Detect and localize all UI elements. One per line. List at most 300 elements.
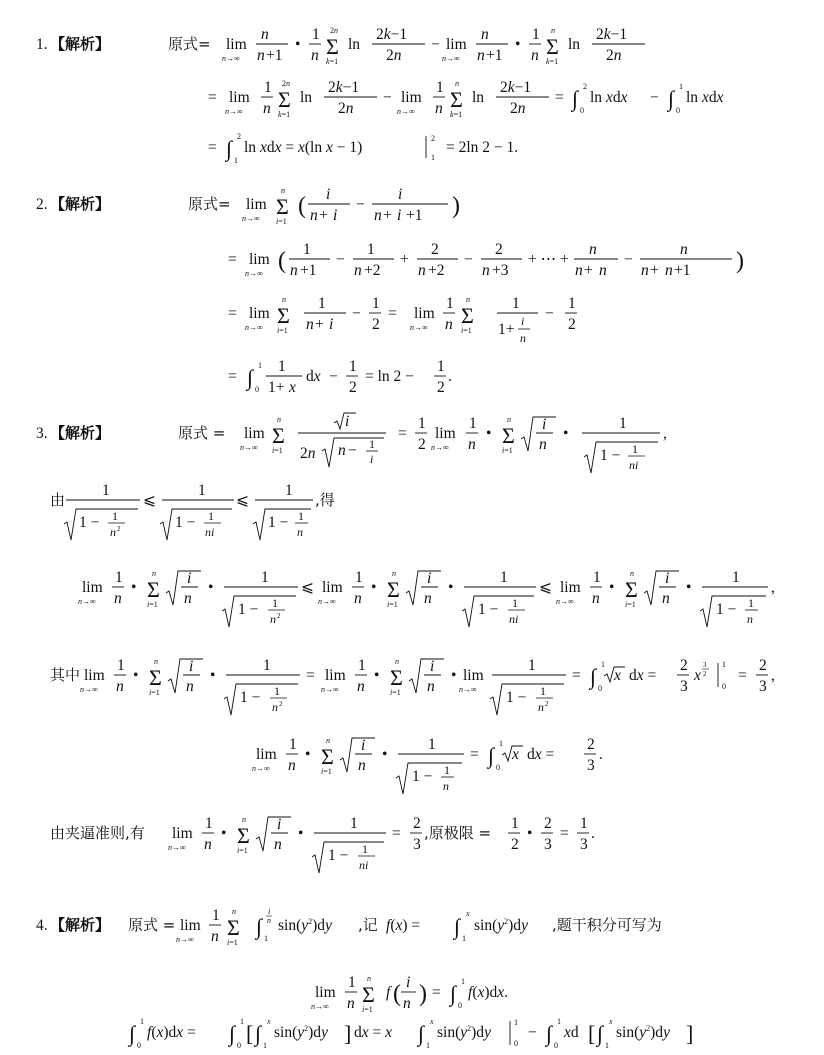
svg-text:3: 3 — [759, 678, 767, 695]
svg-text:3: 3 — [680, 678, 688, 695]
svg-text:,记: ,记 — [358, 916, 378, 934]
svg-text:=: = — [560, 825, 569, 842]
svg-text:n: n — [232, 907, 236, 916]
svg-text:n: n — [680, 241, 688, 258]
svg-text:1: 1 — [426, 1041, 430, 1050]
svg-text:lim: lim — [229, 89, 250, 106]
svg-text:1: 1 — [240, 1017, 244, 1026]
svg-text:Σ: Σ — [387, 577, 400, 602]
svg-text:n→∞: n→∞ — [311, 1002, 329, 1011]
svg-text:原式=: 原式= — [168, 35, 211, 53]
svg-text:= ln 2 −: = ln 2 − — [365, 368, 414, 385]
svg-text:i: i — [326, 186, 331, 203]
svg-text:i=1: i=1 — [321, 767, 332, 776]
svg-text:2: 2 — [372, 316, 380, 333]
svg-text:i: i — [187, 570, 192, 587]
svg-text:n: n — [211, 928, 219, 945]
svg-text:1: 1 — [499, 739, 503, 748]
svg-text:+1: +1 — [406, 207, 423, 224]
svg-text:2n: 2n — [606, 47, 622, 64]
svg-text:k=1: k=1 — [546, 57, 559, 66]
svg-text:•: • — [305, 746, 311, 763]
svg-text:0: 0 — [554, 1041, 558, 1050]
svg-text:i: i — [277, 816, 282, 833]
svg-text:n: n — [551, 26, 555, 35]
svg-text:1+: 1+ — [268, 379, 285, 395]
svg-text:0: 0 — [458, 1001, 462, 1010]
svg-text:1: 1 — [532, 26, 540, 43]
svg-text:2k−1: 2k−1 — [328, 79, 360, 96]
svg-text:n: n — [267, 916, 271, 925]
svg-text:1: 1 — [117, 657, 125, 674]
svg-text:i=1: i=1 — [272, 446, 283, 455]
svg-text:n→∞: n→∞ — [242, 214, 260, 223]
svg-text:+: + — [650, 262, 659, 279]
svg-text:i: i — [398, 186, 403, 203]
svg-text:2: 2 — [237, 132, 241, 141]
svg-text:2k−1: 2k−1 — [500, 79, 532, 96]
svg-text:n: n — [152, 569, 156, 578]
svg-text:1 −: 1 − — [175, 514, 196, 531]
svg-text:1: 1 — [272, 596, 278, 610]
svg-text:•: • — [527, 825, 533, 842]
svg-text:+1: +1 — [266, 47, 283, 64]
svg-text:•: • — [133, 667, 139, 684]
svg-text:n→∞: n→∞ — [240, 443, 258, 452]
svg-text:2: 2 — [703, 670, 707, 678]
svg-text:ni: ni — [509, 612, 519, 626]
svg-text:1: 1 — [557, 1017, 561, 1026]
analysis-label: 【解析】 — [50, 35, 111, 53]
svg-text:−: − — [464, 251, 473, 268]
svg-text:∫: ∫ — [418, 1021, 425, 1046]
svg-text:3: 3 — [580, 836, 588, 853]
svg-text:lim: lim — [249, 305, 270, 322]
svg-text:dx: dx — [306, 368, 321, 385]
svg-text:lim: lim — [315, 984, 336, 1001]
svg-text:0: 0 — [676, 106, 680, 115]
svg-text:n: n — [427, 678, 435, 695]
svg-text:n: n — [354, 262, 362, 279]
svg-text:Σ: Σ — [147, 577, 160, 602]
svg-text:1: 1 — [298, 509, 304, 523]
svg-text:−: − — [348, 442, 357, 459]
svg-text:1 −: 1 − — [600, 447, 621, 464]
svg-text:•: • — [131, 579, 137, 596]
svg-text:n: n — [418, 262, 426, 279]
svg-text:(: ( — [278, 248, 286, 274]
svg-text:∫: ∫ — [454, 914, 461, 939]
svg-text:n: n — [468, 436, 476, 453]
svg-text:由夹逼准则,有: 由夹逼准则,有 — [50, 824, 145, 842]
svg-text:Σ: Σ — [237, 823, 250, 848]
svg-text:1: 1 — [431, 153, 435, 162]
svg-text:Σ: Σ — [278, 87, 291, 112]
svg-text:.: . — [591, 825, 595, 842]
svg-text:−: − — [336, 251, 345, 268]
svg-text:+: + — [400, 251, 409, 268]
svg-text:n→∞: n→∞ — [78, 597, 96, 606]
svg-text:n→∞: n→∞ — [459, 685, 477, 694]
svg-text:1: 1 — [212, 907, 220, 924]
svg-text:1: 1 — [350, 815, 358, 832]
svg-text:1: 1 — [303, 241, 311, 258]
svg-text:2n: 2n — [510, 100, 526, 117]
svg-text:n: n — [538, 700, 544, 714]
svg-text:i=1: i=1 — [390, 688, 401, 697]
svg-text:n: n — [110, 525, 116, 539]
svg-text:1: 1 — [469, 415, 477, 432]
svg-text:i: i — [361, 737, 366, 754]
svg-text:=: = — [392, 825, 401, 842]
svg-text:+1: +1 — [674, 262, 691, 279]
svg-text:−: − — [545, 305, 554, 322]
svg-text:,: , — [771, 579, 775, 596]
svg-text:∫: ∫ — [450, 981, 457, 1006]
svg-text:•: • — [382, 746, 388, 763]
formula-block — [0, 880, 824, 1055]
svg-text:1: 1 — [367, 241, 375, 258]
svg-text:,题干积分可写为: ,题干积分可写为 — [552, 916, 662, 934]
svg-text:1: 1 — [263, 657, 271, 674]
svg-text:2: 2 — [495, 241, 503, 258]
svg-text:lim: lim — [325, 667, 346, 684]
svg-text:2k−1: 2k−1 — [596, 26, 628, 43]
svg-text:−: − — [528, 1024, 537, 1041]
svg-text:1: 1 — [732, 569, 740, 586]
svg-text:=: = — [388, 305, 397, 322]
svg-text:n→∞: n→∞ — [168, 843, 186, 852]
svg-text:n: n — [395, 657, 399, 666]
svg-text:原式 =: 原式 = — [178, 424, 226, 442]
svg-text:n: n — [186, 678, 194, 695]
svg-text:Σ: Σ — [277, 303, 290, 328]
svg-text:1: 1 — [605, 1041, 609, 1050]
svg-text:•: • — [208, 579, 214, 596]
svg-text:x: x — [289, 379, 296, 395]
svg-text:n: n — [261, 26, 269, 43]
svg-text:lim: lim — [322, 579, 343, 596]
svg-text:x: x — [614, 667, 621, 684]
svg-text:lim: lim — [244, 425, 265, 442]
svg-text:1: 1 — [198, 482, 206, 499]
svg-text:dx =: dx = — [527, 746, 555, 763]
svg-text:x: x — [466, 909, 470, 918]
svg-text:Σ: Σ — [502, 423, 515, 448]
svg-text:+: + — [584, 262, 593, 279]
svg-text:dx =: dx = — [629, 667, 657, 684]
svg-text:1: 1 — [278, 358, 286, 375]
svg-text:Σ: Σ — [149, 665, 162, 690]
svg-text:•: • — [609, 579, 615, 596]
svg-text:+: + — [383, 207, 392, 224]
svg-text:•: • — [371, 579, 377, 596]
svg-text:−: − — [650, 89, 659, 106]
svg-text:ln xdx: ln xdx — [686, 89, 724, 106]
svg-text:2n: 2n — [282, 79, 290, 88]
svg-text:+1: +1 — [300, 262, 317, 279]
svg-text:0: 0 — [255, 385, 259, 394]
svg-text:ni: ni — [205, 525, 215, 539]
svg-text:1: 1 — [349, 358, 357, 375]
svg-text:x: x — [512, 746, 519, 763]
svg-text:n: n — [338, 442, 346, 459]
svg-text:1: 1 — [512, 295, 520, 312]
svg-text:sin(y2)dy: $\sin(y^2)dy$ — [474, 917, 528, 934]
svg-text:lim: lim — [226, 36, 247, 53]
svg-text:n: n — [531, 47, 539, 64]
svg-text:Σ: Σ — [362, 982, 375, 1007]
analysis-label: 【解析】 — [50, 424, 111, 442]
svg-text:−: − — [329, 368, 338, 385]
svg-text:1: 1 — [428, 736, 436, 753]
svg-text:[: [ — [588, 1021, 596, 1046]
svg-text:n: n — [277, 415, 281, 424]
svg-text:1: 1 — [418, 415, 426, 432]
svg-text:∫: ∫ — [488, 743, 495, 768]
svg-text:+ ⋯ +: + ⋯ + — [528, 251, 569, 268]
svg-text:n: n — [435, 100, 443, 117]
svg-text:n: n — [367, 974, 371, 983]
svg-text:−: − — [352, 305, 361, 322]
svg-text:i: i — [329, 316, 334, 333]
svg-text:k=1: k=1 — [326, 57, 339, 66]
svg-text:1: 1 — [679, 82, 683, 91]
svg-text:其中: 其中 — [50, 666, 81, 684]
svg-text:=: = — [228, 305, 237, 322]
svg-text:): ) — [419, 981, 427, 1007]
svg-text:3: 3 — [587, 757, 595, 774]
svg-text:=: = — [208, 89, 217, 106]
svg-text:1: 1 — [514, 1018, 518, 1027]
svg-text:): ) — [736, 248, 744, 274]
svg-text:1: 1 — [444, 763, 450, 777]
svg-text:1: 1 — [568, 295, 576, 312]
svg-text:1: 1 — [115, 569, 123, 586]
svg-text:n: n — [662, 590, 670, 607]
svg-text:lim: lim — [463, 667, 484, 684]
svg-text:i=1: i=1 — [461, 326, 472, 335]
svg-text:n: n — [306, 316, 314, 333]
formula-block — [0, 0, 824, 180]
svg-text:lim: lim — [256, 746, 277, 763]
svg-text:3: 3 — [544, 836, 552, 853]
svg-text:1 −: 1 − — [716, 601, 737, 618]
svg-text:1: 1 — [312, 26, 320, 43]
svg-text:2n: 2n — [330, 26, 338, 35]
svg-text:lim: lim — [560, 579, 581, 596]
svg-text:2n: 2n — [386, 47, 402, 64]
svg-text:ln: ln — [568, 36, 581, 53]
svg-text:0: 0 — [580, 106, 584, 115]
svg-text:1: 1 — [208, 509, 214, 523]
svg-text:n→∞: n→∞ — [410, 323, 428, 332]
svg-text:n→∞: n→∞ — [245, 269, 263, 278]
svg-text:x: x — [430, 1017, 434, 1026]
problem-number: 2. — [36, 196, 48, 213]
svg-text:lim: lim — [401, 89, 422, 106]
svg-text:n→∞: n→∞ — [222, 54, 240, 63]
svg-text:1: 1 — [348, 974, 356, 991]
svg-text:⩽: ⩽ — [539, 579, 552, 596]
svg-text:ln xdx: ln xdx — [590, 89, 628, 106]
svg-text:= 2ln 2 − 1.: = 2ln 2 − 1. — [446, 139, 519, 156]
svg-text:i=1: i=1 — [227, 938, 238, 947]
svg-text:2: 2 — [568, 316, 576, 333]
svg-text:ln: ln — [348, 36, 361, 53]
svg-text:1: 1 — [140, 1017, 144, 1026]
svg-text:i: i — [521, 314, 525, 328]
svg-text:n: n — [204, 836, 212, 853]
svg-text:2: 2 — [349, 379, 357, 395]
svg-text:2n: 2n — [338, 100, 354, 117]
svg-text:0: 0 — [722, 682, 726, 691]
svg-text:n: n — [154, 657, 158, 666]
svg-text:]: ] — [344, 1021, 352, 1046]
svg-text:2: 2 — [544, 815, 552, 832]
svg-text:+: + — [315, 316, 324, 333]
svg-text:n: n — [589, 241, 597, 258]
svg-text:[: [ — [246, 1021, 254, 1046]
svg-text:1: 1 — [112, 509, 118, 523]
svg-text:=: = — [432, 984, 441, 1001]
svg-text:k=1: k=1 — [450, 110, 463, 119]
svg-text:n: n — [539, 436, 547, 453]
svg-text:n: n — [270, 612, 276, 626]
svg-text:3: 3 — [413, 836, 421, 853]
svg-text:1: 1 — [264, 934, 268, 943]
svg-text:原式 =: 原式 = — [128, 916, 176, 934]
svg-text:lim: lim — [180, 917, 201, 934]
svg-text:f: f — [386, 984, 391, 1001]
svg-text:n: n — [184, 590, 192, 607]
svg-text:i=1: i=1 — [147, 600, 158, 609]
svg-text:1: 1 — [205, 815, 213, 832]
svg-text:1: 1 — [263, 1041, 267, 1050]
svg-text:n: n — [641, 262, 649, 279]
svg-text:n→∞: n→∞ — [321, 685, 339, 694]
svg-text:0: 0 — [137, 1041, 141, 1050]
svg-text:1: 1 — [500, 569, 508, 586]
analysis-label: 【解析】 — [50, 195, 111, 213]
svg-text:lim: lim — [414, 305, 435, 322]
svg-text:n: n — [354, 590, 362, 607]
svg-text:1: 1 — [289, 736, 297, 753]
svg-text:•: • — [486, 425, 492, 442]
svg-text:=: = — [572, 667, 581, 684]
svg-text:i=1: i=1 — [237, 846, 248, 855]
svg-text:∫: ∫ — [668, 86, 675, 111]
svg-text:•: • — [686, 579, 692, 596]
svg-text:=: = — [470, 746, 479, 763]
svg-text:2: 2 — [587, 736, 595, 753]
svg-text:1: 1 — [274, 684, 280, 698]
svg-text:ln: ln — [472, 89, 485, 106]
svg-text:k=1: k=1 — [278, 110, 291, 119]
svg-text:sin(y2)dy: $\sin(y^2)dy$ — [278, 917, 332, 934]
svg-text:i: i — [665, 570, 670, 587]
svg-text:∫: ∫ — [229, 1021, 236, 1046]
svg-text:∫: ∫ — [590, 664, 597, 689]
svg-text:n: n — [665, 262, 673, 279]
svg-text:1 −: 1 − — [268, 514, 289, 531]
svg-text:dx = x: dx = x — [354, 1024, 393, 1041]
svg-text:lim: lim — [172, 825, 193, 842]
svg-text:−: − — [431, 36, 440, 53]
svg-text:2: 2 — [277, 612, 281, 620]
svg-text:n: n — [455, 79, 459, 88]
svg-text:n: n — [257, 47, 265, 64]
svg-text:2: 2 — [511, 836, 519, 853]
svg-text:(: ( — [393, 981, 401, 1007]
svg-text:•: • — [295, 36, 301, 53]
svg-text:1: 1 — [601, 660, 605, 669]
svg-text:Σ: Σ — [272, 423, 285, 448]
svg-text:2n: 2n — [300, 445, 316, 462]
svg-text:•: • — [221, 825, 227, 842]
svg-text:n: n — [274, 836, 282, 853]
svg-text:i: i — [430, 658, 435, 675]
svg-text:∫: ∫ — [226, 136, 233, 161]
svg-text:n→∞: n→∞ — [176, 935, 194, 944]
svg-text:−: − — [624, 251, 633, 268]
svg-text:n: n — [297, 525, 303, 539]
svg-text:i: i — [406, 974, 411, 991]
svg-text:i: i — [542, 416, 547, 433]
svg-text:2: 2 — [680, 657, 688, 674]
svg-text:n: n — [358, 757, 366, 774]
svg-text:,原极限 =: ,原极限 = — [424, 824, 492, 842]
svg-text:n: n — [310, 207, 318, 224]
svg-text:Σ: Σ — [326, 34, 339, 59]
svg-text:原式=: 原式= — [188, 195, 231, 213]
svg-text:2: 2 — [437, 379, 445, 395]
svg-text:n: n — [242, 815, 246, 824]
svg-text:.: . — [448, 368, 452, 385]
svg-text:1 −: 1 − — [412, 768, 433, 785]
svg-text:n: n — [116, 678, 124, 695]
svg-text:f(x)dx =: f(x)dx = — [147, 1024, 196, 1041]
svg-text:⩽: ⩽ — [143, 492, 156, 509]
svg-text:2: 2 — [431, 134, 435, 143]
svg-text:•: • — [451, 667, 457, 684]
svg-text:i: i — [345, 413, 350, 430]
svg-text:1: 1 — [528, 657, 536, 674]
svg-text:i: i — [189, 658, 194, 675]
svg-text:2: 2 — [279, 700, 283, 708]
svg-text:n: n — [747, 612, 753, 626]
svg-text:1: 1 — [632, 442, 638, 456]
svg-text:⩽: ⩽ — [236, 492, 249, 509]
svg-text:n: n — [282, 295, 286, 304]
svg-text:∫: ∫ — [597, 1021, 604, 1046]
svg-text:1: 1 — [722, 660, 726, 669]
svg-text:i: i — [268, 907, 271, 916]
svg-text:2k−1: 2k−1 — [376, 26, 408, 43]
svg-text:n: n — [520, 331, 526, 345]
svg-text:Σ: Σ — [276, 194, 289, 219]
svg-text:Σ: Σ — [546, 34, 559, 59]
svg-text:lim: lim — [84, 667, 105, 684]
svg-text:n: n — [281, 186, 285, 195]
svg-text:0: 0 — [598, 684, 602, 693]
svg-text:2: 2 — [418, 436, 426, 453]
svg-text:∫: ∫ — [256, 914, 263, 939]
svg-text:1: 1 — [102, 482, 110, 499]
svg-text:n: n — [263, 100, 271, 117]
svg-text:x: x — [694, 667, 701, 684]
svg-text:+2: +2 — [428, 262, 445, 279]
